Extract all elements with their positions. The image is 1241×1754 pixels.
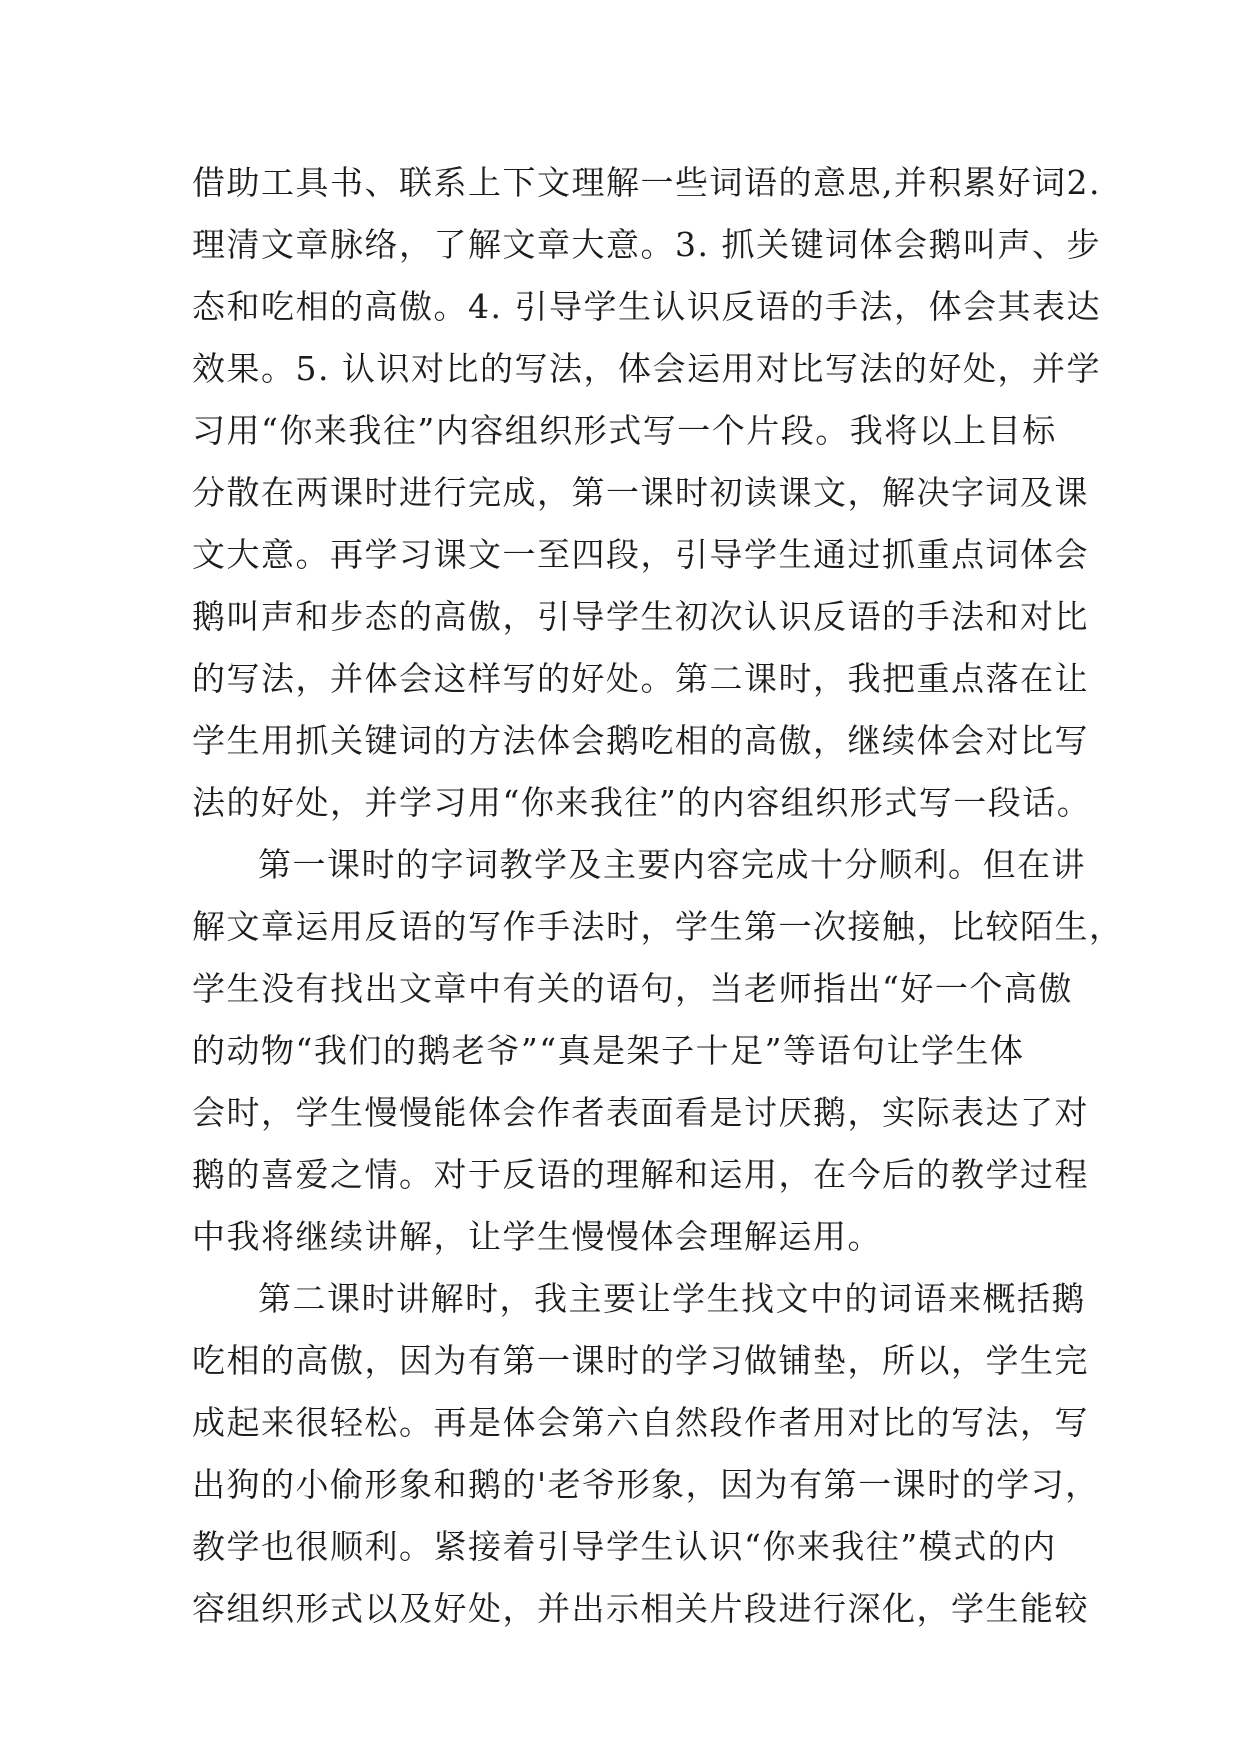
text-line: 鹅叫声和步态的高傲，引导学生初次认识反语的手法和对比 [192, 597, 1089, 636]
text-line: 成起来很轻松。再是体会第六自然段作者用对比的写法，写 [192, 1403, 1089, 1442]
text-line: 吃相的高傲，因为有第一课时的学习做铺垫，所以，学生完 [192, 1341, 1089, 1380]
text-line: 解文章运用反语的写作手法时，学生第一次接触，比较陌生， [192, 907, 1124, 946]
text-line: 会时，学生慢慢能体会作者表面看是讨厌鹅，实际表达了对 [192, 1093, 1089, 1132]
document-body-text [192, 152, 1124, 1640]
text-line: 借助工具书、联系上下文理解一些词语的意思,并积累好词2. [192, 163, 1101, 202]
text-line: 鹅的喜爱之情。对于反语的理解和运用，在今后的教学过程 [192, 1155, 1089, 1194]
text-line: 的写法，并体会这样写的好处。第二课时，我把重点落在让 [192, 659, 1089, 698]
text-line: 法的好处，并学习用“你来我往”的内容组织形式写一段话。 [192, 783, 1092, 822]
paragraph-first-line: 第一课时的字词教学及主要内容完成十分顺利。但在讲 [258, 845, 1086, 884]
text-line: 态和吃相的高傲。4. 引导学生认识反语的手法，体会其表达 [192, 287, 1101, 326]
text-line: 学生用抓关键词的方法体会鹅吃相的高傲，继续体会对比写 [192, 721, 1089, 760]
text-line: 教学也很顺利。紧接着引导学生认识“你来我往”模式的内 [192, 1527, 1057, 1566]
paragraph-first-line: 第二课时讲解时，我主要让学生找文中的词语来概括鹅 [258, 1279, 1086, 1318]
text-line: 效果。5. 认识对比的写法，体会运用对比写法的好处，并学 [192, 349, 1101, 388]
text-line: 出狗的小偷形象和鹅的'老爷形象，因为有第一课时的学习， [192, 1465, 1100, 1504]
text-line: 理清文章脉络，了解文章大意。3. 抓关键词体会鹅叫声、步 [192, 225, 1101, 264]
text-line: 习用“你来我往”内容组织形式写一个片段。我将以上目标 [192, 411, 1057, 450]
text-line: 容组织形式以及好处，并出示相关片段进行深化，学生能较 [192, 1589, 1089, 1628]
text-line: 文大意。再学习课文一至四段，引导学生通过抓重点词体会 [192, 535, 1089, 574]
text-line: 学生没有找出文章中有关的语句，当老师指出“好一个高傲 [192, 969, 1073, 1008]
text-line: 分散在两课时进行完成，第一课时初读课文，解决字词及课 [192, 473, 1089, 512]
text-line: 的动物“我们的鹅老爷”“真是架子十足”等语句让学生体 [192, 1031, 1025, 1070]
text-line: 中我将继续讲解，让学生慢慢体会理解运用。 [192, 1217, 882, 1256]
